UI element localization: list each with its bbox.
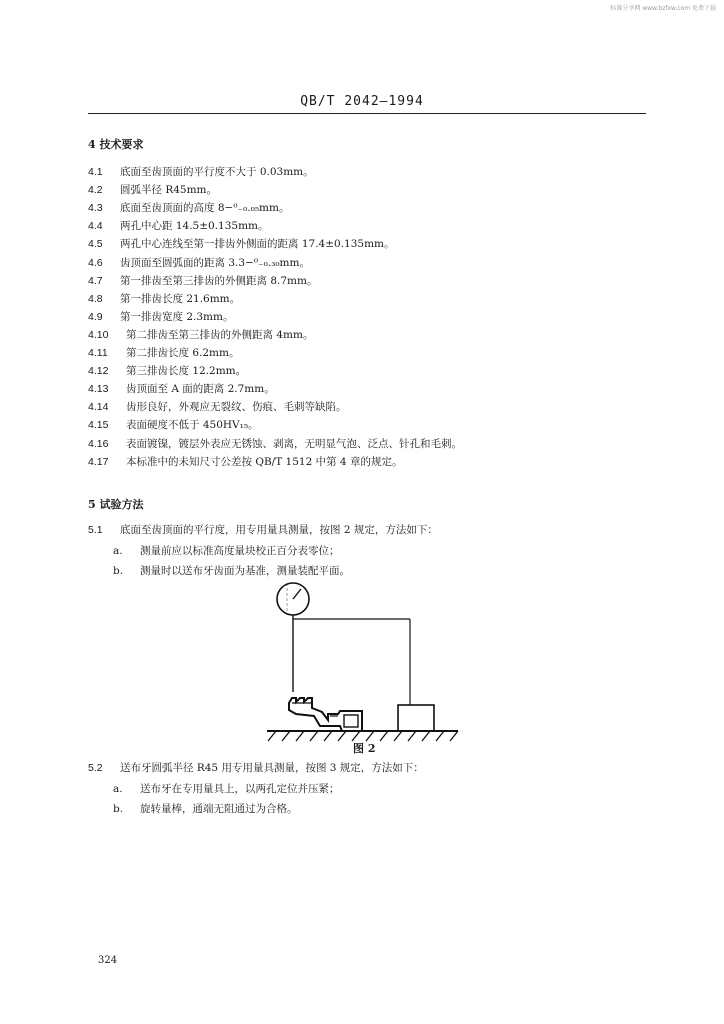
item-number: 4.16 (88, 438, 109, 450)
item-number: 5.1 (88, 524, 103, 536)
item-number: 4.3 (88, 202, 103, 214)
item-text: 底面至齿顶面的平行度，用专用量具测量，按图 2 规定，方法如下： (120, 524, 438, 536)
sub-text: 测量时以送布牙齿面为基准，测量装配平面。 (140, 565, 350, 577)
sub-text: 送布牙在专用量具上，以两孔定位并压紧； (140, 783, 340, 795)
feed-dog-part (289, 698, 362, 731)
item-text: 第一排齿至第三排齿的外侧距离 8.7mm。 (120, 275, 318, 287)
item-text: 第二排齿长度 6.2mm。 (126, 347, 240, 359)
sub-text: 旋转量棒，通端无阻通过为合格。 (140, 803, 298, 815)
item-text: 第二排齿至第三排齿的外侧距离 4mm。 (126, 329, 314, 341)
item-text: 第一排齿长度 21.6mm。 (120, 293, 241, 305)
item-text: 两孔中心距 14.5±0.135mm。 (120, 220, 269, 232)
item-number: 5.2 (88, 762, 103, 774)
item-text: 第一排齿宽度 2.3mm。 (120, 311, 234, 323)
sub-item-5-2-b (113, 801, 298, 816)
sub-letter: a. (113, 783, 123, 795)
sub-letter: b. (113, 803, 124, 815)
page-number: 324 (98, 955, 118, 966)
item-text: 本标准中的未知尺寸公差按 QB/T 1512 中第 4 章的规定。 (126, 456, 403, 468)
item-number: 4.4 (88, 220, 103, 232)
item-5-2 (88, 760, 424, 775)
item-text: 两孔中心连线至第一排齿外侧面的距离 17.4±0.135mm。 (120, 238, 395, 250)
item-text: 底面至齿顶面的高度 8−⁰₋₀.₀₅mm。 (120, 202, 290, 214)
item-number: 4.9 (88, 311, 103, 323)
item-number: 4.5 (88, 238, 103, 250)
standard-code: QB/T 2042—1994 (300, 94, 424, 109)
item-text: 表面镀镍，镀层外表应无锈蚀、剥离，无明显气泡、泛点、针孔和毛刺。 (126, 438, 462, 450)
watermark: 标准分享网 www.bzfxw.com 免费下载 (610, 5, 716, 12)
sub-text: 测量前应以标准高度量块校正百分表零位； (140, 545, 340, 557)
section-4-heading: 4 技术要求 (88, 138, 144, 151)
sub-letter: a. (113, 545, 123, 557)
item-text: 齿形良好，外观应无裂纹、伤痕、毛刺等缺陷。 (126, 401, 347, 413)
item-text: 送布牙圆弧半径 R45 用专用量具测量，按图 3 规定，方法如下： (120, 762, 424, 774)
sub-letter: b. (113, 565, 124, 577)
item-text: 底面至齿顶面的平行度不大于 0.03mm。 (120, 166, 314, 178)
figure-2-caption: 图 2 (353, 742, 376, 755)
section-5-heading: 5 试验方法 (88, 498, 144, 511)
item-number: 4.13 (88, 383, 109, 395)
item-number: 4.7 (88, 275, 103, 287)
item-text: 第三排齿长度 12.2mm。 (126, 365, 247, 377)
item-number: 4.14 (88, 401, 109, 413)
item-number: 4.6 (88, 257, 103, 269)
item-text: 圆弧半径 R45mm。 (120, 184, 218, 196)
item-number: 4.12 (88, 365, 109, 377)
item-number: 4.11 (88, 347, 108, 359)
item-number: 4.10 (88, 329, 109, 341)
item-text: 齿顶面至 A 面的距离 2.7mm。 (126, 383, 275, 395)
height-block (398, 705, 434, 731)
item-text: 齿顶面至圆弧面的距离 3.3−⁰₋₀.₃₀mm。 (120, 257, 310, 269)
item-number: 4.1 (88, 166, 103, 178)
item-number: 4.15 (88, 419, 109, 431)
sub-item-5-2-a (113, 781, 340, 796)
item-number: 4.8 (88, 293, 103, 305)
item-number: 4.2 (88, 184, 103, 196)
item-number: 4.17 (88, 456, 109, 468)
item-text: 表面硬度不低于 450HV₁₅。 (126, 419, 259, 431)
